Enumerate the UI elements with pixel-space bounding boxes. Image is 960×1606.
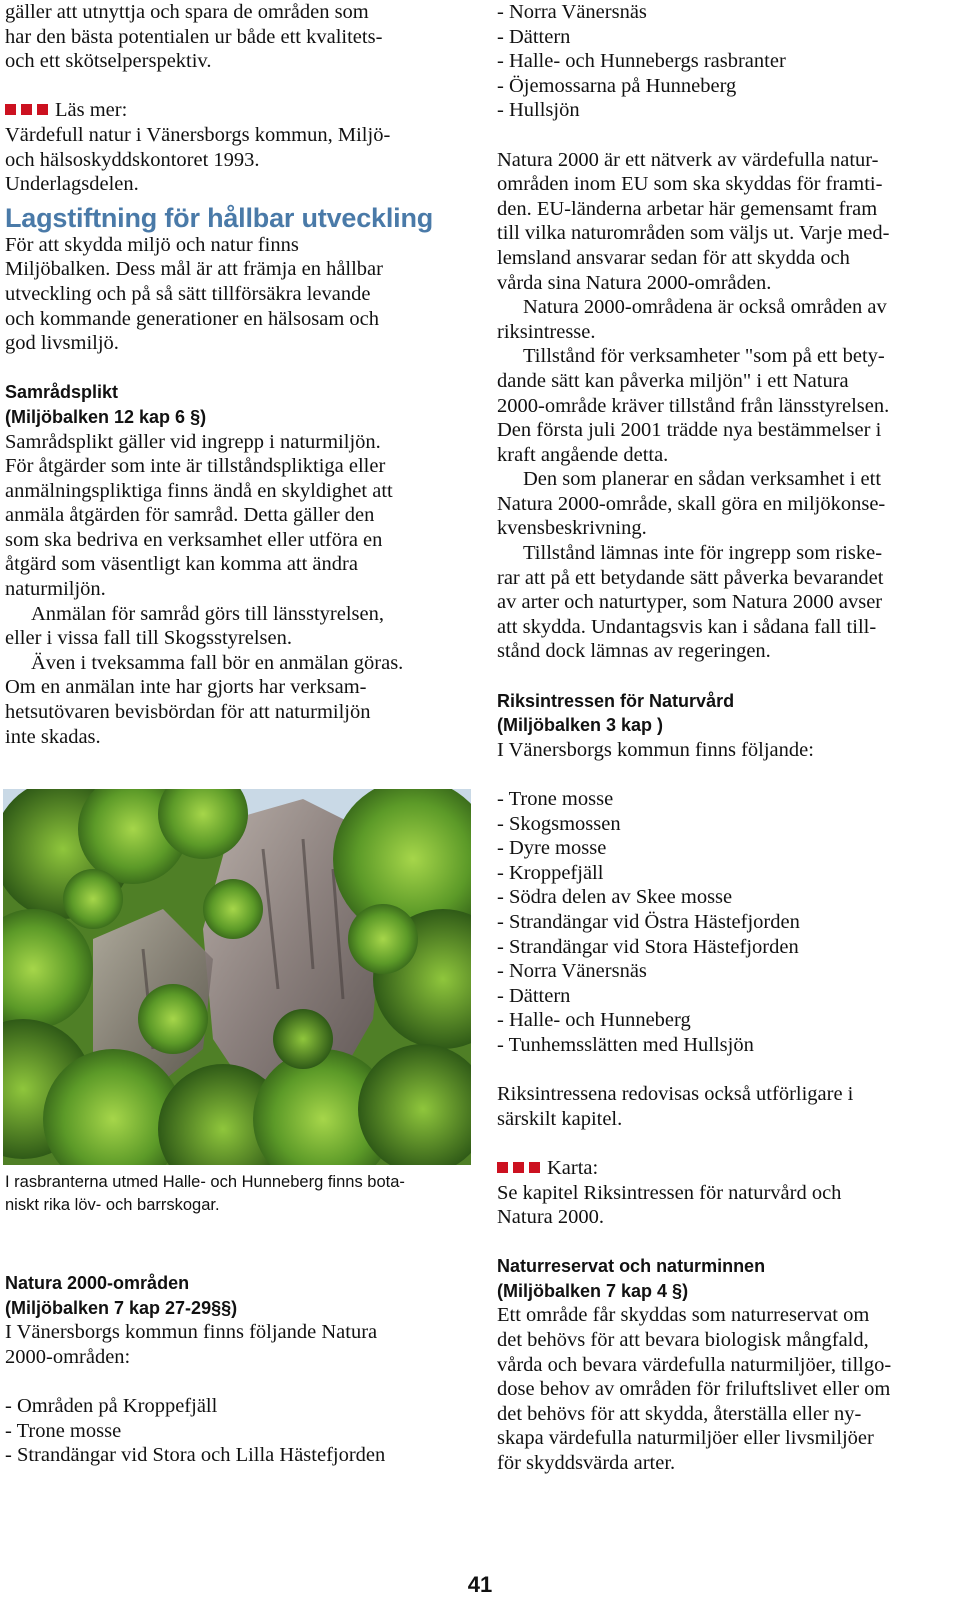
natura-list <box>5 1394 465 1468</box>
read-more-block <box>5 98 465 196</box>
list-item: - Dyre mosse <box>497 837 607 860</box>
photo-caption <box>5 1171 465 1217</box>
text-line: och hälsoskyddskontoret 1993. <box>5 148 260 171</box>
list-item: - Kroppefjäll <box>497 861 604 884</box>
text-line: anmäla åtgärden för samråd. Detta gäller den <box>5 504 375 527</box>
text-line: 2000-områden: <box>5 1346 131 1368</box>
law-reference: (Miljöbalken 12 kap 6 §) <box>5 406 207 427</box>
text-line: Om en anmälan inte har gjorts har verksam- <box>5 676 367 699</box>
text-line: den. EU-länderna arbetar här gemensamt fram <box>497 197 878 220</box>
text-line: För åtgärder som inte är tillståndspliktiga eller <box>5 455 386 478</box>
text-line: Underlagsdelen. <box>5 173 139 196</box>
list-item: - Skogsmossen <box>497 812 621 835</box>
text-line: eller i vissa fall till Skogsstyrelsen. <box>5 627 292 650</box>
text-line: Tillstånd lämnas inte för ingrepp som riske- <box>523 542 883 565</box>
text-line: och ett skötselperspektiv. <box>5 50 212 73</box>
text-line: Miljöbalken. Dess mål är att främja en hållbar <box>5 258 383 281</box>
text-line: områden inom EU som ska skyddas för framti- <box>497 173 883 196</box>
text-line: som ska bedriva en verksamhet eller utföra en <box>5 528 383 551</box>
text-line: I Vänersborgs kommun finns följande Natura <box>5 1321 378 1344</box>
text-line: för skyddsvärda arter. <box>497 1452 676 1475</box>
law-reference: (Miljöbalken 3 kap ) <box>497 715 664 736</box>
subheading: Naturreservat och naturminnen <box>497 1256 766 1277</box>
list-item: - Områden på Kroppefjäll <box>5 1395 218 1418</box>
list-item: - Trone mosse <box>5 1419 122 1442</box>
natura-list-continued <box>497 0 960 123</box>
text-line: 2000-område kräver tillstånd från länsstyrelsen. <box>497 394 890 417</box>
text-line: kvensbeskrivning. <box>497 517 647 540</box>
text-line: Den som planerar en sådan verksamhet i ett <box>523 468 882 491</box>
subheading: Riksintressen för Naturvård <box>497 690 735 711</box>
text-line: och kommande generationer en hälsosam och <box>5 307 379 330</box>
caption-line: I rasbranterna utmed Halle- och Hunneberg finns bota- <box>5 1173 405 1192</box>
list-item: - Strandängar vid Östra Hästefjorden <box>497 910 800 933</box>
subheading: Samrådsplikt <box>5 382 119 403</box>
text-line: dande sätt kan påverka miljön" i ett Natura <box>497 369 849 392</box>
law-reference: (Miljöbalken 7 kap 27-29§§) <box>5 1297 238 1318</box>
text-line: Se kapitel Riksintressen för naturvård och <box>497 1181 842 1204</box>
text-line: särskilt kapitel. <box>497 1107 623 1130</box>
text-line: Natura 2000 är ett nätverk av värdefulla natur- <box>497 148 879 171</box>
text-line: Den första juli 2001 trädde nya bestämmelser i <box>497 419 882 442</box>
text-line: god livsmiljö. <box>5 332 119 355</box>
subheading: Natura 2000-områden <box>5 1273 190 1294</box>
list-item: - Dättern <box>497 984 571 1007</box>
map-reference-block <box>497 1156 960 1230</box>
text-line: stånd dock lämnas av regeringen. <box>497 640 771 663</box>
text-line: kraft angående detta. <box>497 443 669 466</box>
text-line: Ett område får skyddas som naturreservat om <box>497 1304 870 1327</box>
text-line: För att skydda miljö och natur finns <box>5 233 299 256</box>
text-line: I Vänersborgs kommun finns följande: <box>497 738 814 761</box>
natura-section <box>5 1271 465 1468</box>
list-item: - Hullsjön <box>497 99 580 122</box>
text-line: gäller att utnyttja och spara de områden som <box>5 1 369 23</box>
caption-line: niskt rika löv- och barrskogar. <box>5 1196 220 1215</box>
section-heading: Lagstiftning för hållbar utveckling <box>5 202 434 233</box>
text-line: Natura 2000-område, skall göra en miljökonse- <box>497 492 886 515</box>
law-reference: (Miljöbalken 7 kap 4 §) <box>497 1280 689 1301</box>
list-item: - Halle- och Hunnebergs rasbranter <box>497 50 786 73</box>
list-item: - Norra Vänersnäs <box>497 1 647 23</box>
text-line: Tillstånd för verksamheter "som på ett bety- <box>523 345 885 368</box>
riksintressen-section <box>497 689 960 1132</box>
list-item: - Öjemossarna på Hunneberg <box>497 74 737 97</box>
text-line: lemsland ansvarar sedan för att skydda och <box>497 246 850 269</box>
consultation-section <box>5 380 465 749</box>
nature-reserve-section <box>497 1254 960 1475</box>
list-item: - Dättern <box>497 25 571 48</box>
list-item: - Trone mosse <box>497 788 614 810</box>
left-column <box>5 0 465 1468</box>
text-line: Anmälan för samråd görs till länsstyrelsen, <box>31 602 384 625</box>
text-line: skapa värdefulla naturmiljöer eller livsmiljöer <box>497 1427 874 1450</box>
red-squares-icon <box>5 98 53 123</box>
text-line: naturmiljön. <box>5 578 106 601</box>
read-more-label: Läs mer: <box>55 99 128 122</box>
list-item: - Norra Vänersnäs <box>497 960 647 983</box>
text-line: rar att på ett betydande sätt påverka bevarandet <box>497 566 884 589</box>
text-line: dose behov av områden för friluftslivet eller om <box>497 1378 891 1401</box>
list-item: - Halle- och Hunneberg <box>497 1009 691 1032</box>
map-label: Karta: <box>547 1156 599 1179</box>
text-line: utveckling och på så sätt tillförsäkra levande <box>5 282 371 305</box>
text-line: Riksintressena redovisas också utförligare i <box>497 1083 854 1106</box>
intro-paragraph <box>5 0 465 74</box>
text-line: vårda och bevara värdefulla naturmiljöer, tillgo- <box>497 1353 892 1376</box>
page-number: 41 <box>467 1572 493 1597</box>
text-line: Natura 2000. <box>497 1206 605 1229</box>
text-line: att skydda. Undantagsvis kan i sådana fall till- <box>497 615 877 638</box>
right-column <box>497 0 960 1476</box>
text-line: hetsutövaren bevisbördan för att naturmiljön <box>5 701 371 724</box>
law-paragraph <box>5 233 465 356</box>
text-line: av arter och naturtyper, som Natura 2000 avser <box>497 591 883 614</box>
text-line: Även i tveksamma fall bör en anmälan göras. <box>31 651 404 674</box>
riks-list <box>497 787 960 1058</box>
list-item: - Strandängar vid Stora och Lilla Hästefjorden <box>5 1444 386 1467</box>
text-line: anmälningspliktiga finns ändå en skyldighet att <box>5 479 393 502</box>
text-line: det behövs för att bevara biologisk mångfald, <box>497 1329 869 1352</box>
list-item: - Tunhemsslätten med Hullsjön <box>497 1033 754 1056</box>
text-line: Samrådsplikt gäller vid ingrepp i naturmiljön. <box>5 430 381 453</box>
text-line: har den bästa potentialen ur både ett kvalitets- <box>5 25 383 48</box>
natura-paragraphs <box>497 148 960 664</box>
text-line: Värdefull natur i Vänersborgs kommun, Miljö- <box>5 123 391 146</box>
text-line: inte skadas. <box>5 725 101 748</box>
red-squares-icon <box>497 1156 545 1181</box>
text-line: det behövs för att skydda, återställa eller ny- <box>497 1402 862 1425</box>
list-item: - Strandängar vid Stora Hästefjorden <box>497 935 799 958</box>
list-item: - Södra delen av Skee mosse <box>497 886 733 909</box>
text-line: vårda sina Natura 2000-områden. <box>497 271 772 294</box>
text-line: Natura 2000-områdena är också områden av <box>523 296 887 319</box>
cliff-forest-photo <box>3 789 471 1165</box>
text-line: till vilka naturområden som väljs ut. Varje med- <box>497 222 890 245</box>
text-line: riksintresse. <box>497 320 596 343</box>
text-line: åtgärd som väsentligt kan komma att ändra <box>5 553 358 576</box>
